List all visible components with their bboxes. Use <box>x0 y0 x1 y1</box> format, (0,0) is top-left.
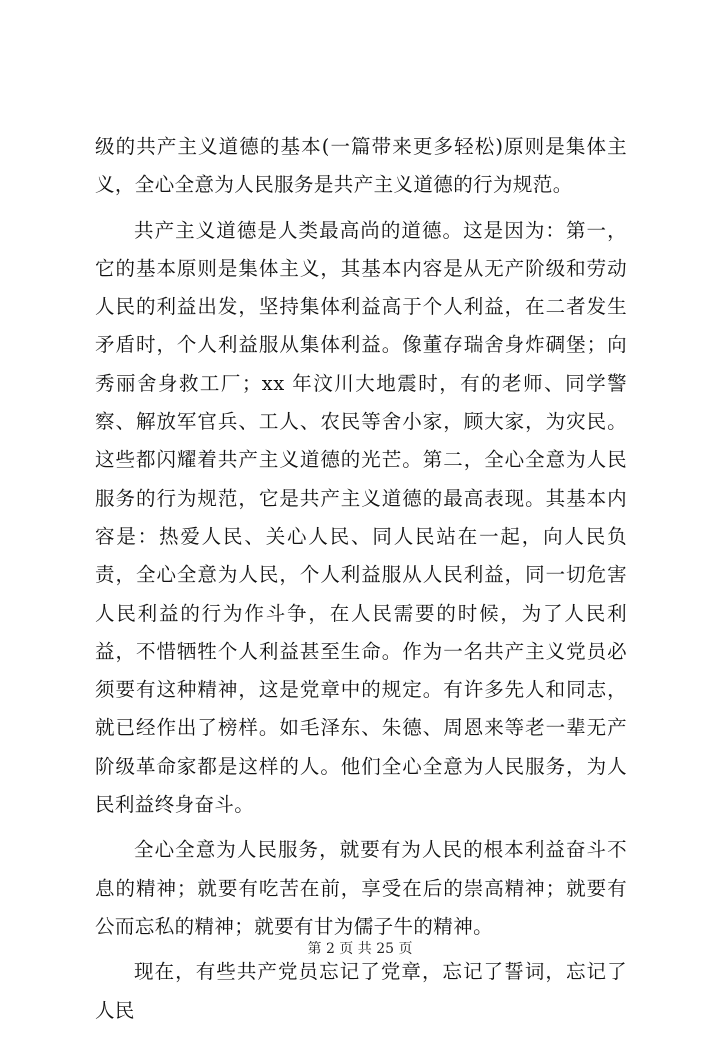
paragraph-2: 共产主义道德是人类最高尚的道德。这是因为：第一，它的基本原则是集体主义，其基本内容是从无产阶级和劳动人民的利益出发，坚持集体利益高于个人利益，在二者发生矛盾时，个人利益服从集体利益。像董存瑞舍身炸碉堡；向秀丽舍身救工厂；xx 年汶川大地震时，有的老师、同学警察、解放军官兵、工人、农民等舍小家，顾大家，为灾民。这些都闪耀着共产主义道德的光芒。第二，全心全意为人民服务的行为规范，它是共产主义道德的最高表现。其基本内容是：热爱人民、关心人民、同人民站在一起，向人民负责，全心全意为人民，个人利益服从人民利益，同一切危害人民利益的行为作斗争，在人民需要的时候，为了人民利益，不惜牺牲个人利益甚至生命。作为一名共产主义党员必须要有这种精神，这是党章中的规定。有许多先人和同志，就已经作出了榜样。如毛泽东、朱德、周恩来等老一辈无产阶级革命家都是这样的人。他们全心全意为人民服务，为人民利益终身奋斗。 <box>95 218 627 817</box>
paragraph-3: 全心全意为人民服务，就要有为人民的根本利益奋斗不息的精神；就要有吃苦在前，享受在后的崇高精神；就要有公而忘私的精神；就要有甘为儒子牛的精神。 <box>95 838 627 938</box>
paragraph-4: 现在，有些共产党员忘记了党章，忘记了誓词，忘记了人民 <box>95 960 627 1022</box>
page-footer: 第 2 页 共 25 页 <box>307 941 413 957</box>
document-body <box>95 128 627 1037</box>
paragraph-1: 级的共产主义道德的基本(一篇带来更多轻松)原则是集体主义，全心全意为人民服务是共产主义道德的行为规范。 <box>95 135 627 197</box>
